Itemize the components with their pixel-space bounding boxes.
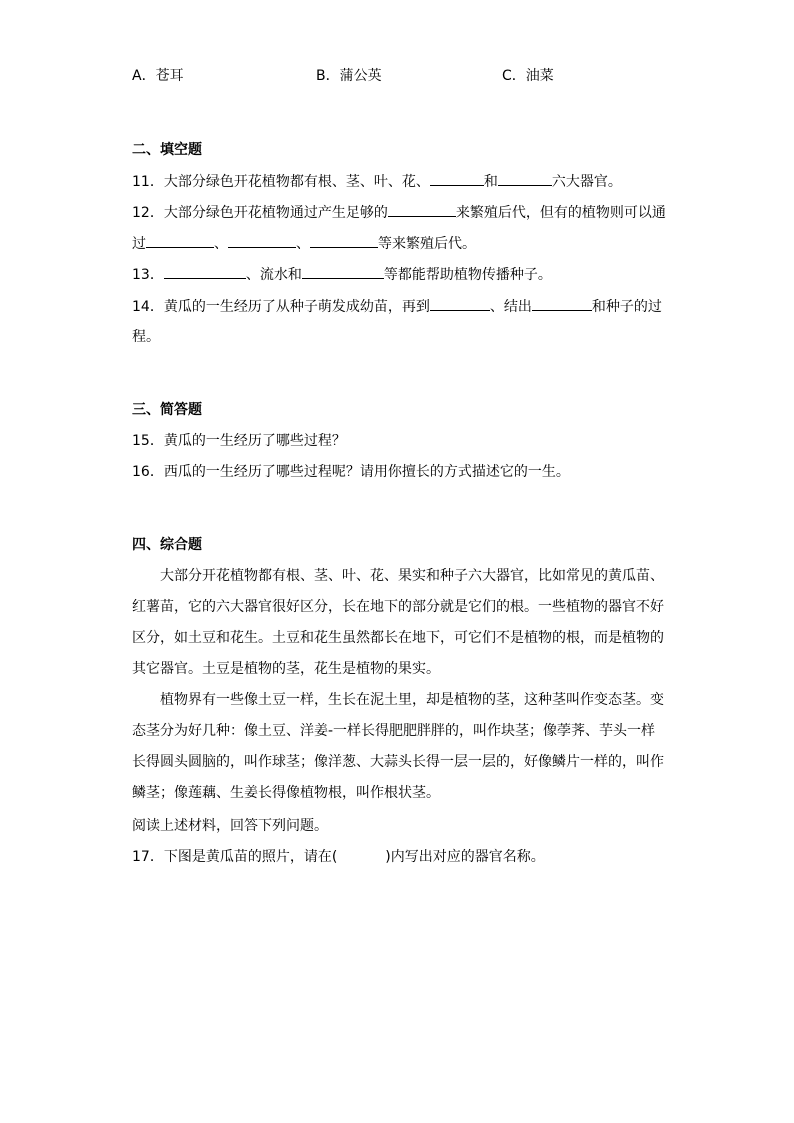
passage-paragraph-2-line: 植物界有一些像土豆一样，生长在泥土里，却是植物的茎，这种茎叫作变态茎。变 (160, 692, 664, 708)
question-14: 14．黄瓜的一生经历了从种子萌发成幼苗，再到 、结出 和种子的过 (132, 296, 662, 317)
passage-paragraph-2-line: 态茎分为好几种：像土豆、洋姜-一样长得肥肥胖胖的，叫作块茎；像荸荠、芋头一样 (132, 723, 656, 739)
answer-blank (146, 233, 214, 248)
answer-blank (430, 296, 490, 311)
question-12-continued: 过 、 、 等来繁殖后代。 (132, 233, 476, 254)
answer-blank (498, 171, 552, 186)
reading-instruction: 阅读上述材料，回答下列问题。 (132, 818, 328, 834)
answer-blank (532, 296, 592, 311)
option-c: C．油菜 (502, 68, 554, 84)
answer-blank (310, 233, 378, 248)
answer-blank (228, 233, 296, 248)
answer-blank (302, 264, 384, 279)
question-15: 15．黄瓜的一生经历了哪些过程？ (132, 433, 346, 449)
option-a: A．苍耳 (132, 68, 184, 84)
answer-blank (164, 264, 246, 279)
passage-paragraph-1-line: 大部分开花植物都有根、茎、叶、花、果实和种子六大器官，比如常见的黄瓜苗、 (160, 568, 664, 584)
section-fill-in-title: 二、填空题 (132, 142, 202, 158)
passage-paragraph-1-line: 其它器官。土豆是植物的茎，花生是植物的果实。 (132, 661, 440, 677)
passage-paragraph-2-line: 鳞茎；像莲藕、生姜长得像植物根，叫作根状茎。 (132, 785, 440, 801)
passage-paragraph-2-line: 长得圆头圆脑的，叫作球茎；像洋葱、大蒜头长得一层一层的，好像鳞片一样的，叫作 (132, 754, 664, 770)
section-short-answer-title: 三、简答题 (132, 402, 202, 418)
question-17: 17．下图是黄瓜苗的照片，请在( )内写出对应的器官名称。 (132, 849, 545, 865)
passage-paragraph-1-line: 红薯苗，它的六大器官很好区分，长在地下的部分就是它们的根。一些植物的器官不好 (132, 599, 664, 615)
passage-paragraph-1-line: 区分，如土豆和花生。土豆和花生虽然都长在地下，可它们不是植物的根，而是植物的 (132, 630, 664, 646)
section-comprehensive-title: 四、综合题 (132, 537, 202, 553)
question-16: 16．西瓜的一生经历了哪些过程呢？请用你擅长的方式描述它的一生。 (132, 464, 570, 480)
question-12: 12．大部分绿色开花植物通过产生足够的 来繁殖后代，但有的植物则可以通 (132, 202, 666, 223)
question-11: 11．大部分绿色开花植物都有根、茎、叶、花、 和 六大器官。 (132, 171, 622, 192)
option-b: B．蒲公英 (316, 68, 382, 84)
answer-blank (388, 202, 456, 217)
answer-blank (430, 171, 484, 186)
question-14-continued: 程。 (132, 329, 160, 345)
question-13: 13． 、流水和 等都能帮助植物传播种子。 (132, 264, 552, 285)
